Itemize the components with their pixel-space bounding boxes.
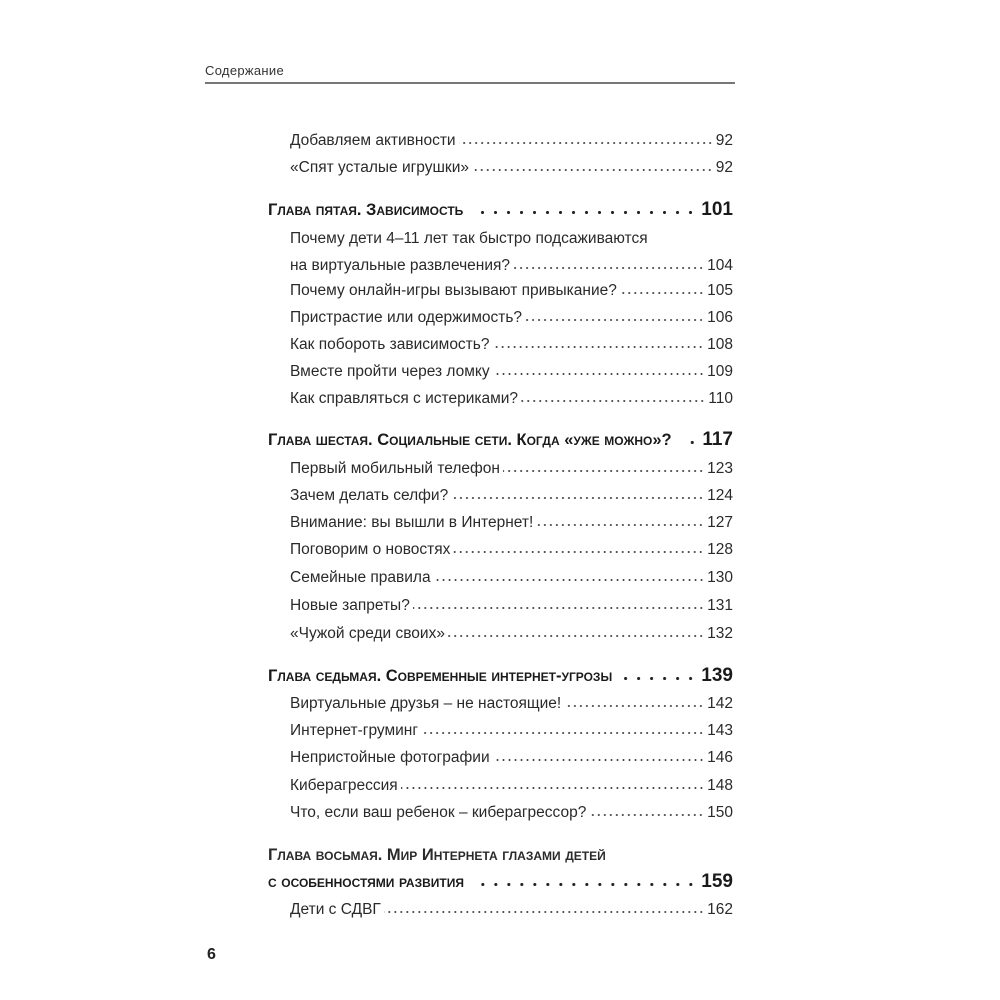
toc-entry-title: Интернет-груминг — [290, 722, 418, 739]
dot-leader — [492, 345, 704, 349]
toc-entry-title: на виртуальные развлечения? — [290, 257, 511, 274]
toc-entry-title-line1: Глава восьмая. Мир Интернета глазами детей — [268, 846, 606, 864]
toc-section-entry[interactable] — [290, 900, 733, 920]
toc-entry-title: Как побороть зависимость? — [290, 336, 490, 353]
running-head: Содержание — [205, 63, 284, 78]
toc-section-entry[interactable] — [290, 568, 733, 588]
toc-entry-page: 124 — [707, 487, 733, 504]
toc-section-entry[interactable] — [290, 748, 733, 768]
toc-entry-title: Семейные правила — [290, 569, 431, 586]
toc-section-entry[interactable] — [290, 389, 733, 409]
dot-leader — [564, 704, 704, 708]
toc-entry-title: Как справляться с истериками? — [290, 390, 519, 407]
toc-entry-title: Непристойные фотографии — [290, 749, 490, 766]
dot-leader — [473, 210, 697, 215]
toc-entry-page: 127 — [707, 514, 733, 531]
toc-entry-title: Глава седьмая. Современные интернет-угрозы — [268, 667, 613, 685]
toc-section-entry[interactable] — [290, 694, 733, 714]
toc-section-entry[interactable] — [290, 776, 733, 796]
toc-entry-title: «Спят усталые игрушки» — [290, 159, 469, 176]
toc-entry-title: Зачем делать селфи? — [290, 487, 449, 504]
dot-leader — [620, 291, 704, 295]
dot-leader — [493, 758, 705, 762]
toc-entry-title: Глава пятая. Зависимость — [268, 201, 464, 219]
toc-entry-title: Киберагрессия — [290, 777, 398, 794]
toc-entry-page: 148 — [707, 777, 733, 794]
toc-entry-page: 105 — [707, 282, 733, 299]
toc-entry-page: 159 — [701, 871, 733, 892]
toc-entry-page: 109 — [707, 363, 733, 380]
toc-entry-title: Вместе пройти через ломку — [290, 363, 490, 380]
toc-entry-title: Первый мобильный телефон — [290, 460, 500, 477]
toc-entry-page: 117 — [702, 429, 733, 450]
toc-section-entry[interactable] — [290, 335, 733, 355]
toc-entry-page: 128 — [707, 541, 733, 558]
toc-entry-title: Поговорим о новостях — [290, 541, 451, 558]
toc-section-entry[interactable] — [290, 486, 733, 506]
toc-entry-title: с особенностями развития — [268, 873, 464, 891]
dot-leader — [589, 813, 704, 817]
toc-section-entry[interactable] — [290, 256, 733, 276]
toc-entry-title: Виртуальные друзья – не настоящие! — [290, 695, 562, 712]
toc-chapter-entry[interactable] — [268, 430, 733, 450]
toc-section-entry[interactable] — [290, 308, 733, 328]
toc-entry-page: 123 — [707, 460, 733, 477]
toc-section-entry[interactable] — [290, 596, 733, 616]
dot-leader — [536, 523, 704, 527]
toc-entry-title: Пристрастие или одержимость? — [290, 309, 523, 326]
toc-entry-page: 146 — [707, 749, 733, 766]
toc-section-entry[interactable] — [290, 281, 733, 301]
dot-leader — [434, 578, 705, 582]
toc-entry-page: 131 — [707, 597, 733, 614]
dot-leader — [513, 266, 704, 270]
toc-entry-page: 142 — [707, 695, 733, 712]
dot-leader — [622, 676, 697, 681]
dot-leader — [401, 786, 704, 790]
dot-leader — [421, 731, 704, 735]
dot-leader — [503, 469, 704, 473]
toc-section-entry[interactable] — [290, 158, 733, 178]
dot-leader — [459, 141, 713, 145]
toc-entry-title-line1: Почему дети 4–11 лет так быстро подсаживаются — [290, 230, 648, 247]
toc-entry-title: Новые запреты? — [290, 597, 410, 614]
page-number: 6 — [207, 946, 216, 963]
toc-entry-page: 110 — [708, 390, 733, 407]
dot-leader — [448, 634, 704, 638]
toc-entry-page: 139 — [701, 665, 733, 686]
toc-entry-page: 92 — [715, 132, 733, 149]
toc-chapter-entry[interactable] — [268, 200, 733, 220]
dot-leader — [474, 882, 697, 887]
toc-entry-page: 106 — [707, 309, 733, 326]
toc-section-entry[interactable] — [290, 131, 733, 151]
toc-entry-page: 162 — [707, 901, 733, 918]
toc-section-entry[interactable] — [290, 624, 733, 644]
dot-leader — [451, 496, 704, 500]
dot-leader — [682, 440, 699, 445]
dot-leader — [525, 318, 704, 322]
toc-entry-title: Дети с СДВГ — [290, 901, 381, 918]
toc-section-entry[interactable] — [290, 362, 733, 382]
dot-leader — [493, 372, 705, 376]
toc-entry-page: 143 — [707, 722, 733, 739]
dot-leader — [453, 550, 704, 554]
toc-entry-title: Глава шестая. Социальные сети. Когда «уже можно»? — [268, 431, 672, 449]
toc-entry-title: Что, если ваш ребенок – киберагрессор? — [290, 804, 587, 821]
dot-leader — [472, 168, 713, 172]
toc-entry-page: 108 — [707, 336, 733, 353]
toc-entry-title: Добавляем активности — [290, 132, 456, 149]
dot-leader — [521, 399, 705, 403]
dot-leader — [413, 606, 704, 610]
toc-section-entry[interactable] — [290, 540, 733, 560]
toc-entry-title: «Чужой среди своих» — [290, 625, 445, 642]
toc-chapter-entry[interactable] — [268, 666, 733, 686]
toc-section-entry[interactable] — [290, 459, 733, 479]
toc-entry-title: Почему онлайн-игры вызывают привыкание? — [290, 282, 617, 299]
toc-chapter-entry[interactable] — [268, 872, 733, 892]
toc-entry-page: 150 — [707, 804, 733, 821]
toc-entry-page: 104 — [707, 257, 733, 274]
toc-entry-page: 92 — [715, 159, 733, 176]
toc-entry-page: 132 — [707, 625, 733, 642]
toc-section-entry[interactable] — [290, 513, 733, 533]
toc-section-entry[interactable] — [290, 721, 733, 741]
toc-entry-page: 130 — [707, 569, 733, 586]
toc-entry-page: 101 — [701, 199, 733, 220]
dot-leader — [384, 910, 704, 914]
header-rule — [205, 82, 735, 84]
toc-entry-title: Внимание: вы вышли в Интернет! — [290, 514, 534, 531]
toc-section-entry[interactable] — [290, 803, 733, 823]
